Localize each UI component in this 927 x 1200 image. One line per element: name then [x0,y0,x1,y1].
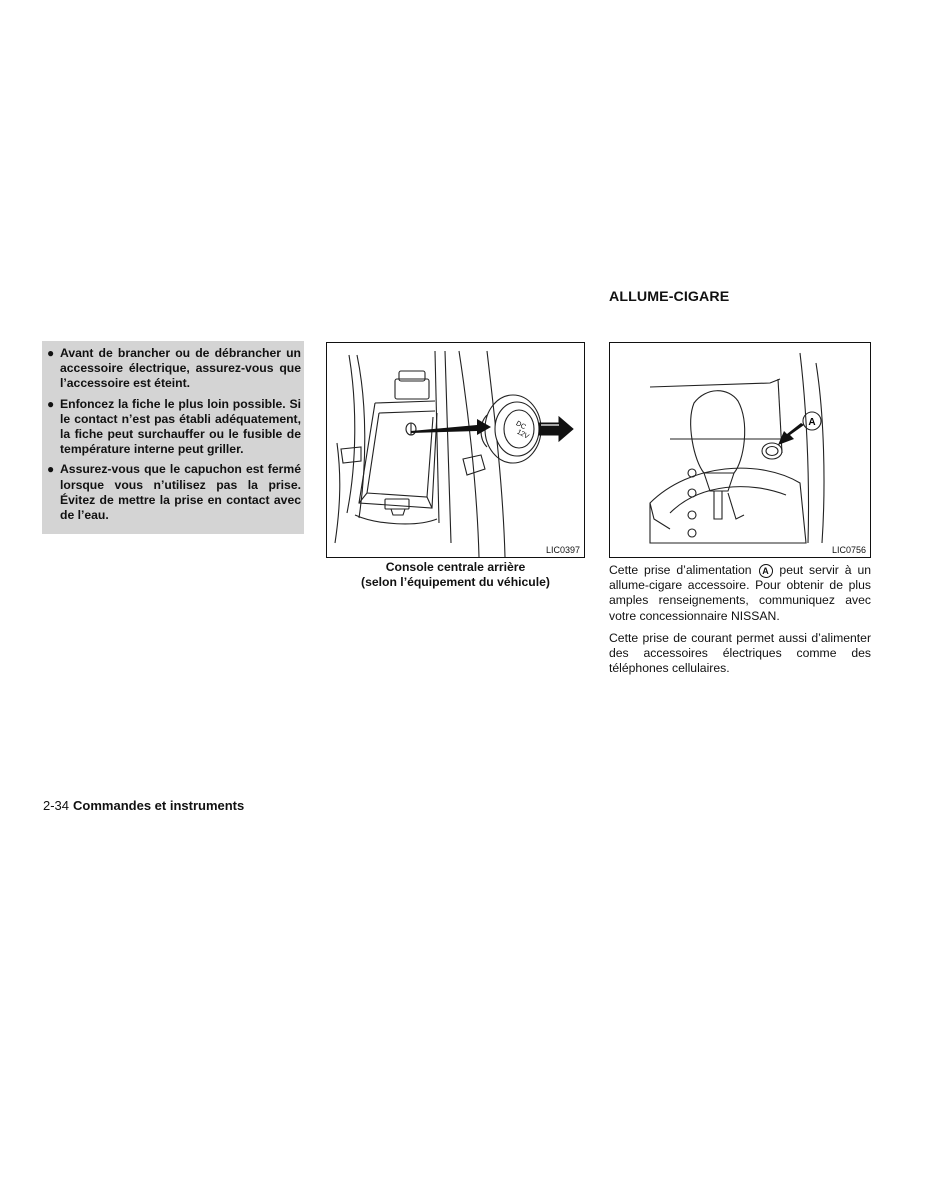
figure-code: LIC0756 [831,545,866,555]
body-text [609,563,871,683]
caution-item: ● Enfoncez la fiche le plus loin possible. Si le contact n’est pas établi adéquatement, la fiche peut surchauffer ou le fusible de température interne peut griller. [47,396,301,457]
bullet-icon: ● [47,396,55,411]
caution-item: ● Assurez-vous que le capuchon est fermé lorsque vous n’utilisez pas la prise. Évitez de mettre la prise en contact avec de l’eau. [47,462,301,523]
page-number: 2-34 [43,798,70,813]
pointer-arrow-icon [411,419,491,435]
rear-console-figure [326,342,585,558]
caution-item: ● Avant de brancher ou de débrancher un accessoire électrique, assurez-vous que l’accessoire est éteint. [47,346,301,391]
footer-section-name: Commandes et instruments [73,798,245,813]
pointer-arrow-icon [778,423,804,445]
page-footer [43,798,244,813]
paragraph: Cette prise de courant permet aussi d’alimenter des accessoires électriques comme des téléphones cellulaires. [609,630,871,676]
paragraph: Cette prise d’alimentation A peut servir à un allume-cigare accessoire. Pour obtenir de plus amples renseignements, communiquez avec votre concessionnaire NISSAN. [609,563,871,623]
figure-code: LIC0397 [545,545,580,555]
rear-console-illustration [327,343,584,557]
callout-a-icon: A [759,564,773,578]
bullet-icon: ● [47,462,55,477]
socket-label-voltage: 12V [515,428,530,441]
figure-caption: Console centrale arrière (selon l’équipement du véhicule) [361,560,550,589]
caution-list [46,346,301,523]
insert-arrow-icon [539,417,573,441]
shifter-outlet-illustration [610,343,870,557]
power-outlet-figure [609,342,871,558]
callout-label: A [808,417,816,428]
caution-box [42,341,304,534]
bullet-icon: ● [47,346,55,360]
socket-label-dc: DC [514,420,527,432]
section-title: ALLUME-CIGARE [609,289,730,305]
